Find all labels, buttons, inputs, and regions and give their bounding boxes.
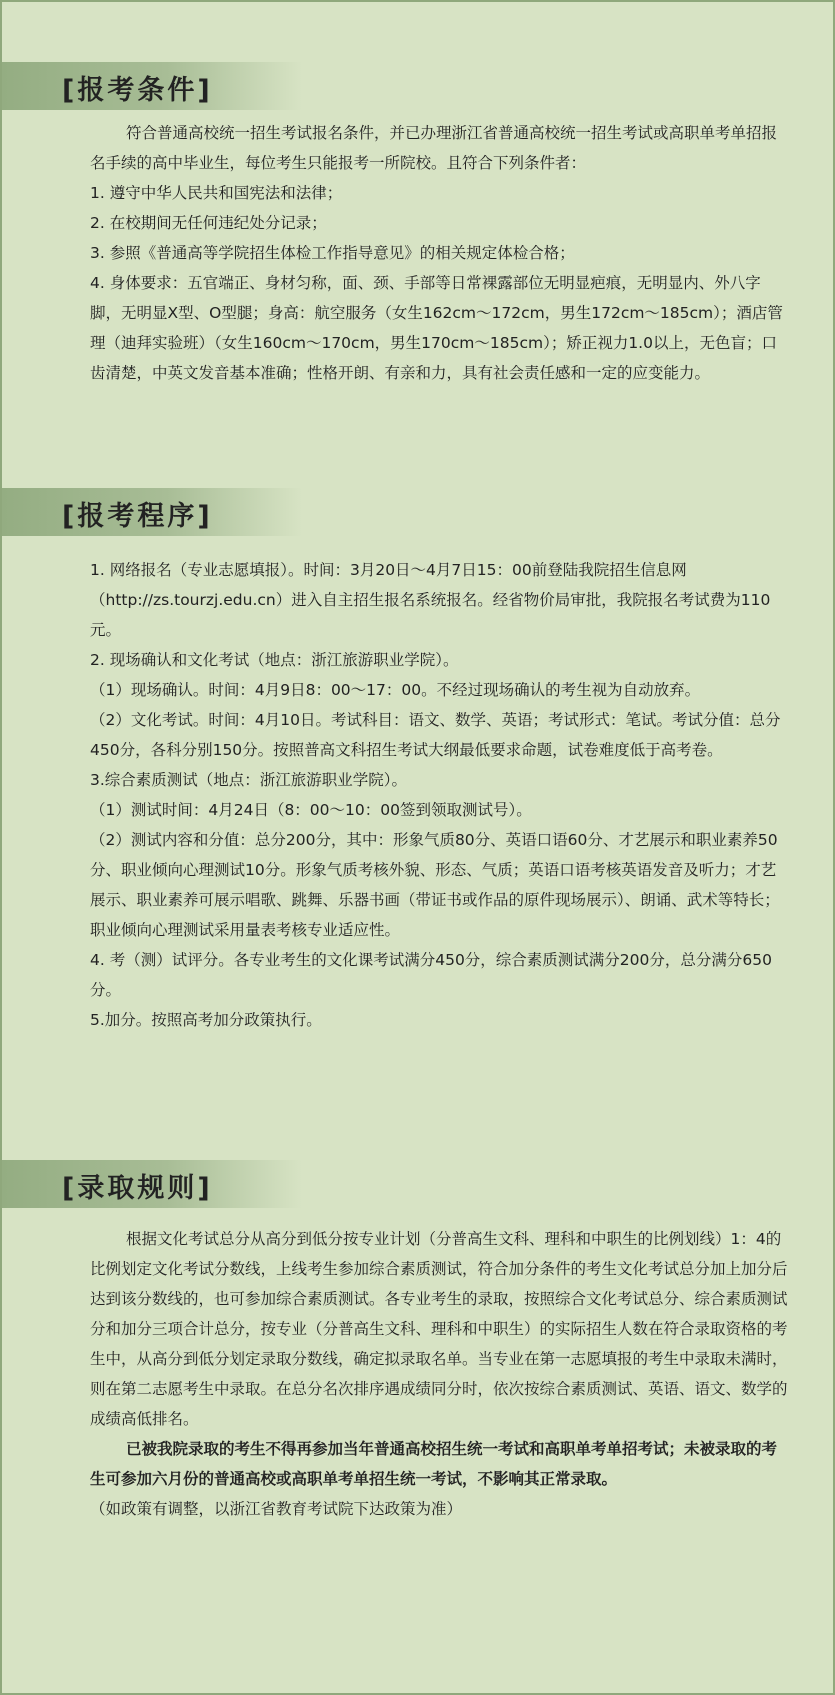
admission-rules: 根据文化考试总分从高分到低分按专业计划（分普高生文科、理科和中职生的比例划线）1：4的比例划定文化考试分数线，上线考生参加综合素质测试，符合加分条件的考生文化考试总分加上加分后达到该分数线的，也可参加综合素质测试。各专业考生的录取，按照综合文化考试总分、综合素质测试分和加分三项合计总分，按专业（分普高生文科、理科和中职生）的实际招生人数在符合录取资格的考生中，从高分到低分划定录取分数线，确定拟录取名单。当专业在第一志愿填报的考生中录取未满时，则在第二志愿考生中录取。在总分名次排序遇成绩同分时，依次按综合素质测试、英语、语文、数学的成绩高低排名。 xyxy=(90,1230,788,1428)
procedure-item-4: 4. 考（测）试评分。各专业考生的文化课考试满分450分，综合素质测试满分200分，总分满分650分。 xyxy=(90,951,772,999)
procedure-item-2-1: （1）现场确认。时间：4月9日8：00～17：00。不经过现场确认的考生视为自动放弃。 xyxy=(90,681,701,699)
procedure-item-1: 1. 网络报名（专业志愿填报）。时间：3月20日～4月7日15：00前登陆我院招生信息网（http://zs.tourzj.edu.cn）进入自主招生报名系统报名。经省物价局审批，我院报名考试费为110元。 xyxy=(90,561,771,639)
procedure-item-3-1: （1）测试时间：4月24日（8：00～10：00签到领取测试号）。 xyxy=(90,801,532,819)
section-header-bar xyxy=(2,488,302,536)
section-title-conditions: [报考条件] xyxy=(62,75,213,106)
section-title-procedure: [报考程序] xyxy=(62,501,213,532)
conditions-intro: 符合普通高校统一招生考试报名条件，并已办理浙江省普通高校统一招生考试或高职单考单招报名手续的高中毕业生，每位考生只能报考一所院校。且符合下列条件者： xyxy=(90,124,778,172)
admission-notice: 已被我院录取的考生不得再参加当年普通高校招生统一考试和高职单考单招考试；未被录取的考生可参加六月份的普通高校或高职单考单招生统一考试，不影响其正常录取。 xyxy=(90,1440,778,1488)
conditions-item-3: 3. 参照《普通高等学院招生体检工作指导意见》的相关规定体检合格； xyxy=(90,244,575,262)
section-header-bar xyxy=(2,62,302,110)
section-title-admission: [录取规则] xyxy=(62,1173,213,1204)
conditions-item-2: 2. 在校期间无任何违纪处分记录； xyxy=(90,214,327,232)
procedure-item-3-2: （2）测试内容和分值：总分200分，其中：形象气质80分、英语口语60分、才艺展示和职业素养50分、职业倾向心理测试10分。形象气质考核外貌、形态、气质；英语口语考核英语发音及听力；才艺展示、职业素养可展示唱歌、跳舞、乐器书画（带证书或作品的原件现场展示）、朗诵、武术等特长；职业倾向心理测试采用量表考核专业适应性。 xyxy=(90,831,780,939)
section-header-bar xyxy=(2,1160,302,1208)
conditions-item-1: 1. 遵守中华人民共和国宪法和法律； xyxy=(90,184,343,202)
procedure-item-3: 3.综合素质测试（地点：浙江旅游职业学院）。 xyxy=(90,771,408,789)
conditions-body xyxy=(90,118,790,388)
procedure-item-5: 5.加分。按照高考加分政策执行。 xyxy=(90,1011,322,1029)
procedure-body xyxy=(90,555,790,1035)
admission-footnote: （如政策有调整，以浙江省教育考试院下达政策为准） xyxy=(90,1500,463,1518)
procedure-item-2: 2. 现场确认和文化考试（地点：浙江旅游职业学院）。 xyxy=(90,651,459,669)
admission-body xyxy=(90,1224,790,1524)
procedure-item-2-2: （2）文化考试。时间：4月10日。考试科目：语文、数学、英语；考试形式：笔试。考试分值：总分450分，各科分别150分。按照普高文科招生考试大纲最低要求命题，试卷难度低于高考卷。 xyxy=(90,711,781,759)
conditions-item-4: 4. 身体要求：五官端正、身材匀称，面、颈、手部等日常裸露部位无明显疤痕，无明显内、外八字脚，无明显X型、O型腿；身高：航空服务（女生162cm～172cm，男生172cm～185cm）；酒店管理（迪拜实验班）（女生160cm～170cm，男生170cm～185cm）；矫正视力1.0以上，无色盲；口齿清楚，中英文发音基本准确；性格开朗、有亲和力，具有社会责任感和一定的应变能力。 xyxy=(90,274,783,382)
